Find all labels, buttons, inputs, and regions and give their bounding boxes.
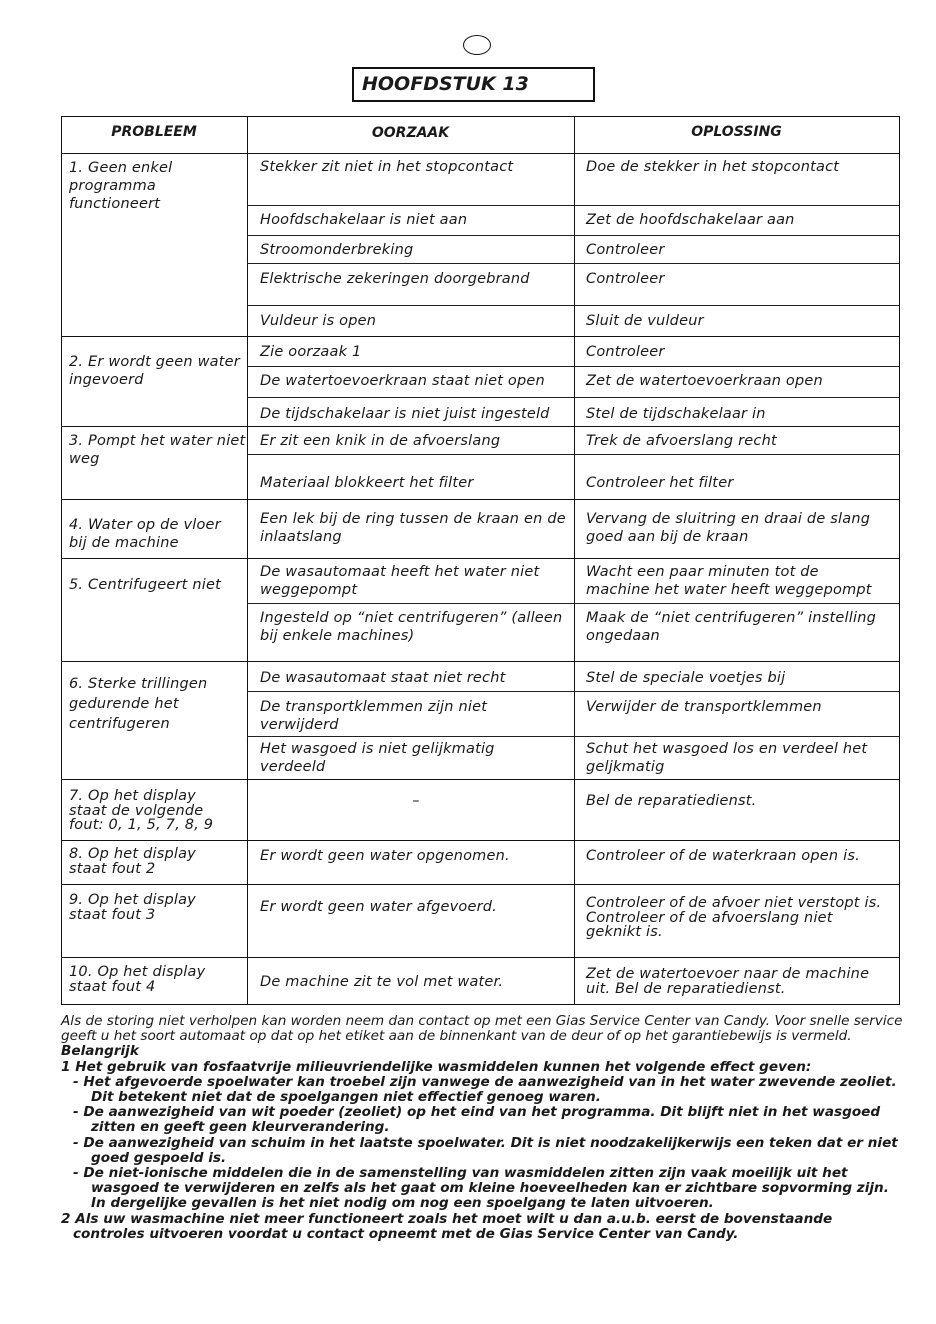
column-header-problem: PROBLEEM (111, 124, 197, 140)
cause-cell: De wasautomaat staat niet recht (260, 670, 506, 686)
solution-cell: Controleer het filter (586, 475, 734, 491)
cause-cell: Stekker zit niet in het stopcontact (260, 159, 514, 175)
problem-cell: 5. Centrifugeert niet (69, 577, 221, 593)
group-separator (61, 957, 900, 958)
column-header-solution: OPLOSSING (691, 124, 782, 140)
problem-cell: 8. Op het display staat fout 2 (69, 846, 196, 877)
notes-item-1: 1 Het gebruik van fosfaatvrije milieuvriendelijke wasmiddelen kunnen het volgende effect geven: (61, 1058, 812, 1075)
row-separator (247, 205, 900, 206)
solution-cell: Sluit de vuldeur (586, 313, 704, 329)
notes-intro: Als de storing niet verholpen kan worden neem dan contact op met een Gias Service Center van Candy. Voor snelle service geeft u het soort automaat op dat op het etiket aan de binnenkant van de deur of op het garantiebewijs is vermeld. (61, 1013, 903, 1045)
solution-cell: Controleer of de afvoer niet verstopt is. Controleer of de afvoerslang niet geknikt is. (586, 895, 882, 940)
notes-bullet: - De aanwezigheid van wit poeder (zeoliet) op het eind van het programma. Dit blijft niet in het wasgoed zitten en geeft geen kleurverandering. (73, 1104, 881, 1136)
cause-cell: Vuldeur is open (260, 313, 377, 329)
row-separator (247, 305, 900, 306)
solution-cell: Stel de tijdschakelaar in (586, 406, 766, 422)
cause-cell: De tijdschakelaar is niet juist ingesteld (260, 406, 550, 422)
row-separator (247, 736, 900, 737)
group-separator (61, 884, 900, 885)
solution-cell: Schut het wasgoed los en verdeel het geljkmatig (586, 741, 868, 775)
cause-cell: Elektrische zekeringen doorgebrand (260, 271, 530, 287)
group-separator (61, 426, 900, 427)
solution-cell: Controleer (586, 242, 665, 258)
problem-cell: 2. Er wordt geen water ingevoerd (69, 354, 240, 388)
row-separator (247, 397, 900, 398)
cause-cell: De wasautomaat heeft het water niet weggepompt (260, 564, 540, 598)
row-separator (247, 235, 900, 236)
solution-cell: Controleer of de waterkraan open is. (586, 848, 860, 864)
problem-cell: 10. Op het display staat fout 4 (69, 964, 206, 995)
group-separator (61, 779, 900, 780)
solution-cell: Bel de reparatiedienst. (586, 793, 757, 809)
problem-cell: 7. Op het display staat de volgende fout: 0, 1, 5, 7, 8, 9 (69, 788, 214, 833)
solution-cell: Stel de speciale voetjes bij (586, 670, 786, 686)
table-divider-1 (247, 116, 248, 1005)
cause-cell: Een lek bij de ring tussen de kraan en de inlaatslang (260, 511, 566, 545)
table-border-left (61, 116, 62, 1005)
table-top-border (61, 116, 900, 117)
notes-bullet: - Het afgevoerde spoelwater kan troebel zijn vanwege de aanwezigheid van in het water zwevende zeoliet. Dit betekent niet dat de spoelgangen niet effectief genoeg waren. (73, 1073, 897, 1106)
cause-cell: Ingesteld op “niet centrifugeren” (alleen bij enkele machines) (260, 610, 563, 644)
table-border-right (899, 116, 900, 1005)
cause-cell: Er wordt geen water afgevoerd. (260, 899, 497, 915)
group-separator (61, 840, 900, 841)
group-separator (61, 558, 900, 559)
notes-bullet: - De niet-ionische middelen die in de samenstelling van wasmiddelen zitten zijn vaak moeilijk uit het wasgoed te verwijderen en zelfs als het gaat om kleine hoeveelheden kan er zichtbare sopvorming zijn. In dergelijke gevallen is het niet nodig om nog een spoelgang te laten uitvoeren. (73, 1165, 889, 1212)
header-separator (61, 153, 900, 154)
cause-cell: Materiaal blokkeert het filter (260, 475, 474, 491)
problem-cell: 6. Sterke trillingen gedurende het centrifugeren (69, 676, 208, 732)
cause-cell: De machine zit te vol met water. (260, 974, 504, 990)
solution-cell: Doe de stekker in het stopcontact (586, 159, 840, 175)
row-separator (247, 603, 900, 604)
row-separator (247, 454, 900, 455)
solution-cell: Maak de “niet centrifugeren” instelling ongedaan (586, 610, 876, 644)
cause-cell: – (412, 793, 420, 809)
notes-item-2: 2 Als uw wasmachine niet meer functioneert zoals het moet wilt u dan a.u.b. eerst de bovenstaande controles uitvoeren voordat u contact opneemt met de Gias Service Center van Candy. (61, 1210, 833, 1242)
problem-cell: 3. Pompt het water niet weg (69, 433, 246, 467)
solution-cell: Vervang de sluitring en draai de slang goed aan bij de kraan (586, 511, 871, 545)
table-divider-2 (574, 116, 575, 1005)
solution-cell: Trek de afvoerslang recht (586, 433, 777, 449)
group-separator (61, 661, 900, 662)
problem-cell: 1. Geen enkel programma functioneert (69, 160, 173, 212)
cause-cell: Stroomonderbreking (260, 242, 414, 258)
column-header-cause: OORZAAK (371, 125, 450, 141)
solution-cell: Zet de watertoevoerkraan open (586, 373, 823, 389)
language-oval-marker (463, 35, 491, 55)
cause-cell: Er zit een knik in de afvoerslang (260, 433, 501, 449)
cause-cell: Het wasgoed is niet gelijkmatig verdeeld (260, 741, 495, 775)
problem-cell: 9. Op het display staat fout 3 (69, 892, 196, 923)
cause-cell: Zie oorzaak 1 (260, 344, 362, 360)
group-separator (61, 336, 900, 337)
row-separator (247, 263, 900, 264)
solution-cell: Zet de watertoevoer naar de machine uit. Bel de reparatiedienst. (586, 966, 870, 997)
notes-heading: Belangrijk (61, 1043, 139, 1060)
troubleshooting-table (61, 116, 900, 1005)
problem-cell: 4. Water op de vloer bij de machine (69, 517, 221, 551)
notes-bullet: - De aanwezigheid van schuim in het laatste spoelwater. Dit is niet noodzakelijkerwijs een teken dat er niet goed gespoeld is. (73, 1134, 898, 1166)
solution-cell: Controleer (586, 271, 665, 287)
cause-cell: Er wordt geen water opgenomen. (260, 848, 510, 864)
group-separator (61, 499, 900, 500)
cause-cell: De transportklemmen zijn niet verwijderd (260, 699, 488, 733)
solution-cell: Zet de hoofdschakelaar aan (586, 212, 795, 228)
solution-cell: Controleer (586, 344, 665, 360)
cause-cell: De watertoevoerkraan staat niet open (260, 373, 545, 389)
table-bottom-border (61, 1004, 900, 1005)
row-separator (247, 691, 900, 692)
solution-cell: Wacht een paar minuten tot de machine het water heeft weggepompt (586, 564, 872, 598)
notes-section (61, 1014, 906, 1242)
solution-cell: Verwijder de transportklemmen (586, 699, 822, 715)
cause-cell: Hoofdschakelaar is niet aan (260, 212, 468, 228)
row-separator (247, 366, 900, 367)
chapter-title: HOOFDSTUK 13 (352, 67, 595, 102)
